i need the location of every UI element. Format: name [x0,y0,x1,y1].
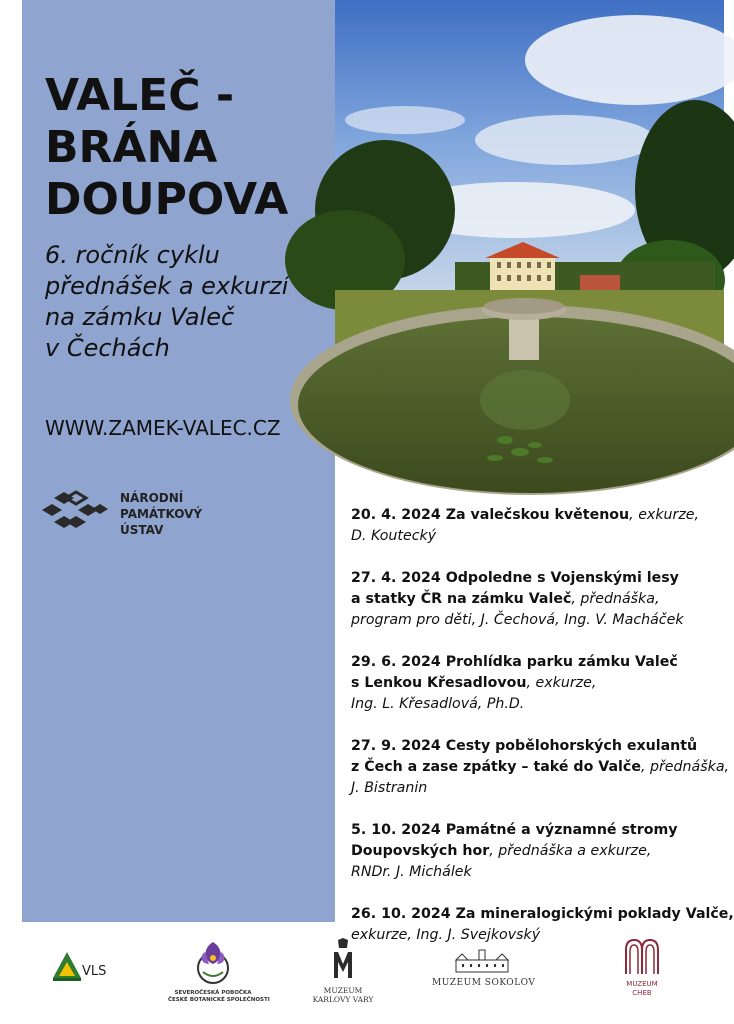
event-details: Ing. L. Křesadlová, Ph.D. [351,696,525,712]
muzeum-karlovy-vary-logo [308,938,378,1013]
event-title-cont: Doupovských hor [351,843,490,859]
npu-line-3: ÚSTAV [120,523,164,537]
muzeum-cheb-logo [614,936,670,1011]
list-item [351,820,721,883]
event-title-cont: z Čech a zase zpátky – také do Valče [351,759,641,775]
subtitle-line-4: v Čechách [45,334,170,362]
event-type: , přednáška, [640,759,730,775]
arches-icon [622,936,662,976]
cheb-line-1: MUZEUM [626,980,658,988]
cheb-line-2: CHEB [632,989,652,997]
event-title: 26. 10. 2024 Za mineralogickými poklady Valče [351,906,729,922]
subtitle-line-2: přednášek a exkurzí [45,272,289,300]
event-details: program pro děti, J. Čechová, Ing. V. Macháček [351,612,684,628]
title-line-3: DOUPOVA [45,174,289,225]
title-line-1: VALEČ - [45,70,235,121]
title-line-2: BRÁNA [45,122,218,173]
karlovy-line-2: KARLOVY VARY [312,995,374,1004]
event-title: 29. 6. 2024 Prohlídka parku zámku Valeč [351,654,678,670]
event-title: 27. 9. 2024 Cesty pobělohorských exulantů [351,738,698,754]
lion-m-icon [328,938,358,980]
event-details: RNDr. J. Michálek [351,864,472,880]
event-type: , exkurze, [526,675,597,691]
subtitle-line-1: 6. ročník cyklu [45,241,220,269]
vls-text: VLS [82,964,107,979]
event-title-cont: s Lenkou Křesadlovou [351,675,527,691]
event-type: , přednáška a exkurze, [489,843,652,859]
vls-logo [52,950,122,984]
muzeum-sokolov-logo [432,948,536,1008]
npu-logo [42,490,242,540]
poster-title [45,70,325,226]
list-item [351,736,730,799]
event-title-cont: a statky ČR na zámku Valeč [351,591,572,607]
event-title: 20. 4. 2024 Za valečskou květenou [351,507,630,523]
chateau-garden-fountain-photo [335,0,724,486]
website-link[interactable]: WWW.ZAMEK-VALEC.CZ [45,416,281,440]
cheb-text [614,980,670,998]
karlovy-text [308,986,378,1004]
event-title: 5. 10. 2024 Památné a významné stromy [351,822,678,838]
partner-logos [0,930,724,1024]
npu-diamond-logo-icon [42,490,112,538]
list-item [351,652,721,715]
list-item [351,505,721,547]
severoceska-line-1: SEVEROČESKÁ POBOČKA [174,990,252,996]
severoceska-text [168,990,270,1004]
pasque-flower-icon [193,938,233,984]
subtitle-line-3: na zámku Valeč [45,303,235,331]
event-details: exkurze, Ing. J. Svejkovský [351,927,541,943]
severoceska-logo [168,938,270,1013]
npu-text [120,490,202,538]
event-details: D. Koutecký [351,528,437,544]
list-item [351,568,721,631]
events-list [351,505,734,967]
event-title: 27. 4. 2024 Odpoledne s Vojenskými lesy [351,570,679,586]
event-type: , exkurze, [629,507,700,523]
sokolov-text: MUZEUM SOKOLOV [432,978,536,988]
event-type: , přednáška, [571,591,660,607]
vls-triangle-icon [52,950,82,982]
npu-line-1: NÁRODNÍ [120,491,184,505]
event-type: , [728,906,734,922]
event-details: J. Bistranin [351,780,428,796]
severoceska-line-2: ČESKÉ BOTANICKÉ SPOLEČNOSTI [168,997,270,1003]
npu-line-2: PAMÁTKOVÝ [120,507,203,521]
castle-icon [452,948,512,974]
karlovy-line-1: MUZEUM [323,986,363,995]
